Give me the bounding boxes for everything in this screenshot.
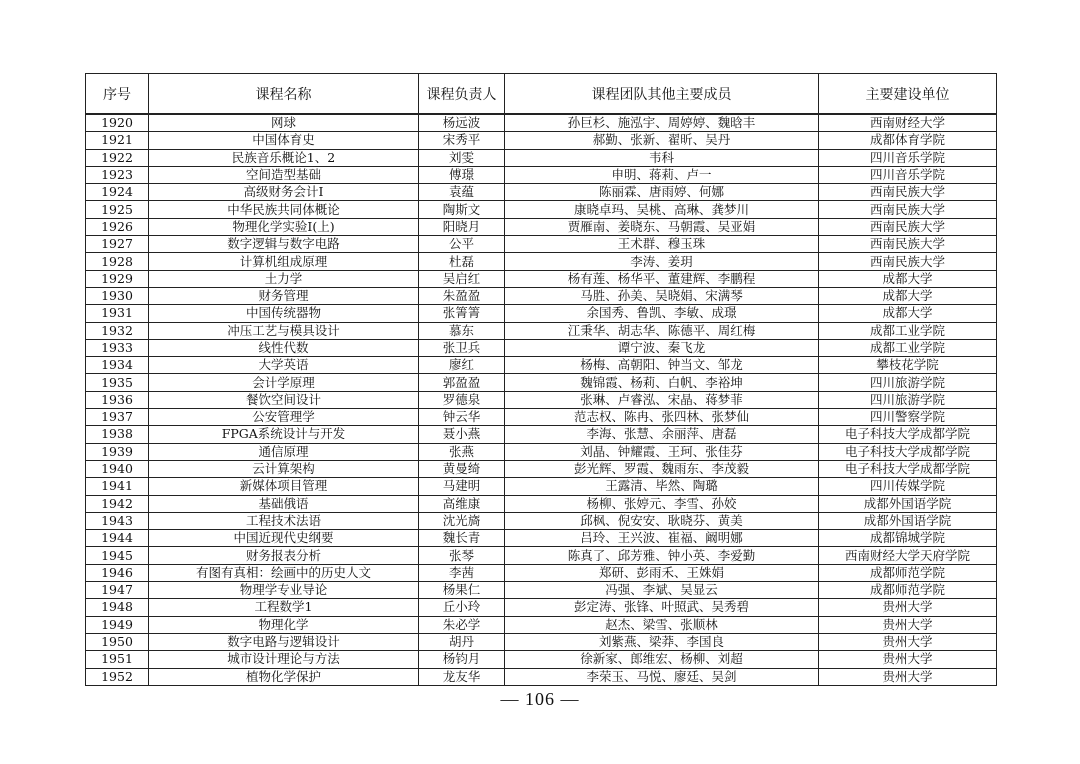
table-header-row <box>86 74 997 115</box>
team-members-cell: 彭光辉、罗霞、魏雨东、李茂毅 <box>505 460 819 477</box>
institution-cell: 成都工业学院 <box>819 322 997 339</box>
table-row <box>86 305 997 322</box>
table-row <box>86 668 997 685</box>
course-name-cell: 财务管理 <box>149 287 419 304</box>
institution-cell: 四川警察学院 <box>819 409 997 426</box>
course-name-cell: 城市设计理论与方法 <box>149 651 419 668</box>
team-members-cell: 贾雁南、姜晓东、马朝霞、吴亚娟 <box>505 218 819 235</box>
course-lead-cell: 吴启红 <box>419 270 505 287</box>
course-name-cell: 中华民族共同体概论 <box>149 201 419 218</box>
table-row <box>86 287 997 304</box>
institution-cell: 成都大学 <box>819 305 997 322</box>
row-index-cell: 1942 <box>86 495 149 512</box>
course-lead-cell: 马建明 <box>419 478 505 495</box>
table-row <box>86 651 997 668</box>
row-index-cell: 1925 <box>86 201 149 218</box>
course-lead-cell: 胡丹 <box>419 633 505 650</box>
table-row <box>86 564 997 581</box>
row-index-cell: 1937 <box>86 409 149 426</box>
course-name-cell: 计算机组成原理 <box>149 253 419 270</box>
table-row <box>86 166 997 183</box>
course-name-cell: 云计算架构 <box>149 460 419 477</box>
row-index-cell: 1943 <box>86 512 149 529</box>
table-row <box>86 149 997 166</box>
team-members-cell: 杨梅、高朝阳、钟当文、邹龙 <box>505 357 819 374</box>
team-members-cell: 马胜、孙美、吴晓娟、宋满琴 <box>505 287 819 304</box>
row-index-cell: 1938 <box>86 426 149 443</box>
course-lead-cell: 陶斯文 <box>419 201 505 218</box>
course-name-cell: 网球 <box>149 114 419 132</box>
course-name-cell: 会计学原理 <box>149 374 419 391</box>
table-row <box>86 184 997 201</box>
institution-cell: 贵州大学 <box>819 651 997 668</box>
row-index-cell: 1946 <box>86 564 149 581</box>
institution-cell: 电子科技大学成都学院 <box>819 426 997 443</box>
institution-cell: 成都大学 <box>819 270 997 287</box>
institution-cell: 贵州大学 <box>819 599 997 616</box>
course-lead-cell: 李茜 <box>419 564 505 581</box>
team-members-cell: 韦科 <box>505 149 819 166</box>
row-index-cell: 1944 <box>86 530 149 547</box>
course-lead-cell: 朱必学 <box>419 616 505 633</box>
team-members-cell: 冯强、李斌、吴显云 <box>505 582 819 599</box>
row-index-cell: 1928 <box>86 253 149 270</box>
row-index-cell: 1926 <box>86 218 149 235</box>
team-members-cell: 杨有莲、杨华平、董建辉、李鹏程 <box>505 270 819 287</box>
institution-cell: 贵州大学 <box>819 633 997 650</box>
course-lead-cell: 杨远波 <box>419 114 505 132</box>
row-index-cell: 1948 <box>86 599 149 616</box>
table-row <box>86 426 997 443</box>
course-name-cell: 中国体育史 <box>149 132 419 149</box>
row-index-cell: 1923 <box>86 166 149 183</box>
table-body <box>86 114 997 685</box>
institution-cell: 四川音乐学院 <box>819 166 997 183</box>
row-index-cell: 1927 <box>86 236 149 253</box>
institution-cell: 西南民族大学 <box>819 218 997 235</box>
institution-cell: 电子科技大学成都学院 <box>819 460 997 477</box>
course-lead-cell: 朱盈盈 <box>419 287 505 304</box>
table-row <box>86 339 997 356</box>
row-index-cell: 1921 <box>86 132 149 149</box>
course-name-cell: 通信原理 <box>149 443 419 460</box>
table-row <box>86 599 997 616</box>
institution-cell: 成都外国语学院 <box>819 512 997 529</box>
table-row <box>86 236 997 253</box>
course-lead-cell: 张琴 <box>419 547 505 564</box>
team-members-cell: 江秉华、胡志华、陈德平、周红梅 <box>505 322 819 339</box>
course-lead-cell: 廖红 <box>419 357 505 374</box>
table-row <box>86 478 997 495</box>
institution-cell: 西南民族大学 <box>819 201 997 218</box>
team-members-cell: 陈丽霖、唐雨婷、何娜 <box>505 184 819 201</box>
team-members-cell: 郑研、彭雨禾、王姝娟 <box>505 564 819 581</box>
course-lead-cell: 公平 <box>419 236 505 253</box>
team-members-cell: 谭宁波、秦飞龙 <box>505 339 819 356</box>
institution-cell: 四川旅游学院 <box>819 374 997 391</box>
team-members-cell: 赵杰、梁雪、张顺林 <box>505 616 819 633</box>
row-index-cell: 1929 <box>86 270 149 287</box>
table-row <box>86 616 997 633</box>
row-index-cell: 1931 <box>86 305 149 322</box>
team-members-cell: 康晓卓玛、吴桃、高琳、龚梦川 <box>505 201 819 218</box>
table-row <box>86 547 997 564</box>
course-lead-cell: 张箐箐 <box>419 305 505 322</box>
course-name-cell: 物理化学实验I(上) <box>149 218 419 235</box>
institution-cell: 四川音乐学院 <box>819 149 997 166</box>
team-members-cell: 杨柳、张婷元、李雪、孙姣 <box>505 495 819 512</box>
course-name-cell: 物理学专业导论 <box>149 582 419 599</box>
team-members-cell: 余国秀、鲁凯、李敏、成璟 <box>505 305 819 322</box>
team-members-cell: 李荣玉、马悦、廖廷、吴剑 <box>505 668 819 685</box>
course-name-cell: 数字逻辑与数字电路 <box>149 236 419 253</box>
team-members-cell: 范志权、陈冉、张四林、张梦仙 <box>505 409 819 426</box>
row-index-cell: 1924 <box>86 184 149 201</box>
row-index-cell: 1950 <box>86 633 149 650</box>
course-lead-cell: 杨果仁 <box>419 582 505 599</box>
row-index-cell: 1947 <box>86 582 149 599</box>
row-index-cell: 1922 <box>86 149 149 166</box>
column-header-team-members: 课程团队其他主要成员 <box>505 74 819 115</box>
course-name-cell: FPGA系统设计与开发 <box>149 426 419 443</box>
course-name-cell: 中国传统器物 <box>149 305 419 322</box>
institution-cell: 成都体育学院 <box>819 132 997 149</box>
institution-cell: 贵州大学 <box>819 616 997 633</box>
institution-cell: 四川旅游学院 <box>819 391 997 408</box>
team-members-cell: 郝勤、张新、翟昕、吴丹 <box>505 132 819 149</box>
institution-cell: 成都锦城学院 <box>819 530 997 547</box>
course-lead-cell: 傅璟 <box>419 166 505 183</box>
table-row <box>86 201 997 218</box>
team-members-cell: 李海、张慧、余丽萍、唐磊 <box>505 426 819 443</box>
course-lead-cell: 袁蕴 <box>419 184 505 201</box>
course-name-cell: 大学英语 <box>149 357 419 374</box>
table-row <box>86 409 997 426</box>
course-name-cell: 民族音乐概论1、2 <box>149 149 419 166</box>
course-lead-cell: 杨钧月 <box>419 651 505 668</box>
course-lead-cell: 郭盈盈 <box>419 374 505 391</box>
course-lead-cell: 刘雯 <box>419 149 505 166</box>
institution-cell: 西南民族大学 <box>819 253 997 270</box>
column-header-institution: 主要建设单位 <box>819 74 997 115</box>
institution-cell: 成都师范学院 <box>819 564 997 581</box>
team-members-cell: 张琳、卢睿泓、宋晶、蒋梦菲 <box>505 391 819 408</box>
institution-cell: 成都大学 <box>819 287 997 304</box>
team-members-cell: 王露清、毕然、陶璐 <box>505 478 819 495</box>
course-name-cell: 工程数学1 <box>149 599 419 616</box>
team-members-cell: 陈真了、邱芳雅、钟小英、李爱勤 <box>505 547 819 564</box>
institution-cell: 西南财经大学 <box>819 114 997 132</box>
team-members-cell: 刘紫燕、梁莽、李国良 <box>505 633 819 650</box>
row-index-cell: 1940 <box>86 460 149 477</box>
table-row <box>86 633 997 650</box>
institution-cell: 四川传媒学院 <box>819 478 997 495</box>
course-lead-cell: 宋秀平 <box>419 132 505 149</box>
course-lead-cell: 慕东 <box>419 322 505 339</box>
course-lead-cell: 高维康 <box>419 495 505 512</box>
team-members-cell: 邱枫、倪安安、耿晓芬、黄美 <box>505 512 819 529</box>
course-name-cell: 土力学 <box>149 270 419 287</box>
course-lead-cell: 张燕 <box>419 443 505 460</box>
team-members-cell: 孙巨杉、施泓宇、周婷婷、魏晗丰 <box>505 114 819 132</box>
institution-cell: 成都外国语学院 <box>819 495 997 512</box>
institution-cell: 西南民族大学 <box>819 236 997 253</box>
row-index-cell: 1949 <box>86 616 149 633</box>
table-row <box>86 460 997 477</box>
team-members-cell: 刘晶、钟耀霞、王珂、张佳芬 <box>505 443 819 460</box>
course-name-cell: 新媒体项目管理 <box>149 478 419 495</box>
row-index-cell: 1933 <box>86 339 149 356</box>
course-lead-cell: 杜磊 <box>419 253 505 270</box>
team-members-cell: 彭定涛、张锋、叶照武、吴秀碧 <box>505 599 819 616</box>
table-row <box>86 218 997 235</box>
team-members-cell: 魏锦霞、杨莉、白帆、李裕坤 <box>505 374 819 391</box>
row-index-cell: 1945 <box>86 547 149 564</box>
course-name-cell: 工程技术法语 <box>149 512 419 529</box>
table-row <box>86 374 997 391</box>
course-name-cell: 高级财务会计I <box>149 184 419 201</box>
column-header-course-name: 课程名称 <box>149 74 419 115</box>
table-row <box>86 132 997 149</box>
table-row <box>86 391 997 408</box>
institution-cell: 攀枝花学院 <box>819 357 997 374</box>
team-members-cell: 徐新家、郎维宏、杨柳、刘超 <box>505 651 819 668</box>
table-row <box>86 322 997 339</box>
row-index-cell: 1920 <box>86 114 149 132</box>
table-row <box>86 495 997 512</box>
course-lead-cell: 丘小玲 <box>419 599 505 616</box>
team-members-cell: 吕玲、王兴波、崔福、阚明娜 <box>505 530 819 547</box>
course-lead-cell: 钟云华 <box>419 409 505 426</box>
institution-cell: 成都工业学院 <box>819 339 997 356</box>
course-lead-cell: 沈光旖 <box>419 512 505 529</box>
team-members-cell: 申明、蒋莉、卢一 <box>505 166 819 183</box>
row-index-cell: 1930 <box>86 287 149 304</box>
table-row <box>86 357 997 374</box>
course-lead-cell: 黄曼绮 <box>419 460 505 477</box>
row-index-cell: 1941 <box>86 478 149 495</box>
course-lead-cell: 聂小燕 <box>419 426 505 443</box>
institution-cell: 电子科技大学成都学院 <box>819 443 997 460</box>
table-row <box>86 530 997 547</box>
table-row <box>86 253 997 270</box>
course-lead-cell: 阳晓月 <box>419 218 505 235</box>
course-name-cell: 线性代数 <box>149 339 419 356</box>
course-lead-cell: 魏长青 <box>419 530 505 547</box>
course-name-cell: 公安管理学 <box>149 409 419 426</box>
table-row <box>86 270 997 287</box>
page-number: — 106 — <box>500 689 580 709</box>
team-members-cell: 王术群、穆玉珠 <box>505 236 819 253</box>
table-row <box>86 443 997 460</box>
row-index-cell: 1932 <box>86 322 149 339</box>
course-name-cell: 植物化学保护 <box>149 668 419 685</box>
column-header-index: 序号 <box>86 74 149 115</box>
course-name-cell: 基础俄语 <box>149 495 419 512</box>
course-name-cell: 餐饮空间设计 <box>149 391 419 408</box>
course-name-cell: 数字电路与逻辑设计 <box>149 633 419 650</box>
course-lead-cell: 张卫兵 <box>419 339 505 356</box>
course-name-cell: 有图有真相：绘画中的历史人文 <box>149 564 419 581</box>
row-index-cell: 1934 <box>86 357 149 374</box>
course-lead-cell: 罗德泉 <box>419 391 505 408</box>
table-row <box>86 512 997 529</box>
column-header-course-lead: 课程负责人 <box>419 74 505 115</box>
row-index-cell: 1936 <box>86 391 149 408</box>
course-name-cell: 冲压工艺与模具设计 <box>149 322 419 339</box>
institution-cell: 西南民族大学 <box>819 184 997 201</box>
course-name-cell: 空间造型基础 <box>149 166 419 183</box>
row-index-cell: 1939 <box>86 443 149 460</box>
table-row <box>86 114 997 132</box>
course-name-cell: 中国近现代史纲要 <box>149 530 419 547</box>
table-row <box>86 582 997 599</box>
course-lead-cell: 龙友华 <box>419 668 505 685</box>
course-name-cell: 物理化学 <box>149 616 419 633</box>
row-index-cell: 1935 <box>86 374 149 391</box>
institution-cell: 西南财经大学天府学院 <box>819 547 997 564</box>
course-name-cell: 财务报表分析 <box>149 547 419 564</box>
institution-cell: 贵州大学 <box>819 668 997 685</box>
row-index-cell: 1951 <box>86 651 149 668</box>
course-table <box>85 73 997 686</box>
team-members-cell: 李涛、姜玥 <box>505 253 819 270</box>
row-index-cell: 1952 <box>86 668 149 685</box>
institution-cell: 成都师范学院 <box>819 582 997 599</box>
